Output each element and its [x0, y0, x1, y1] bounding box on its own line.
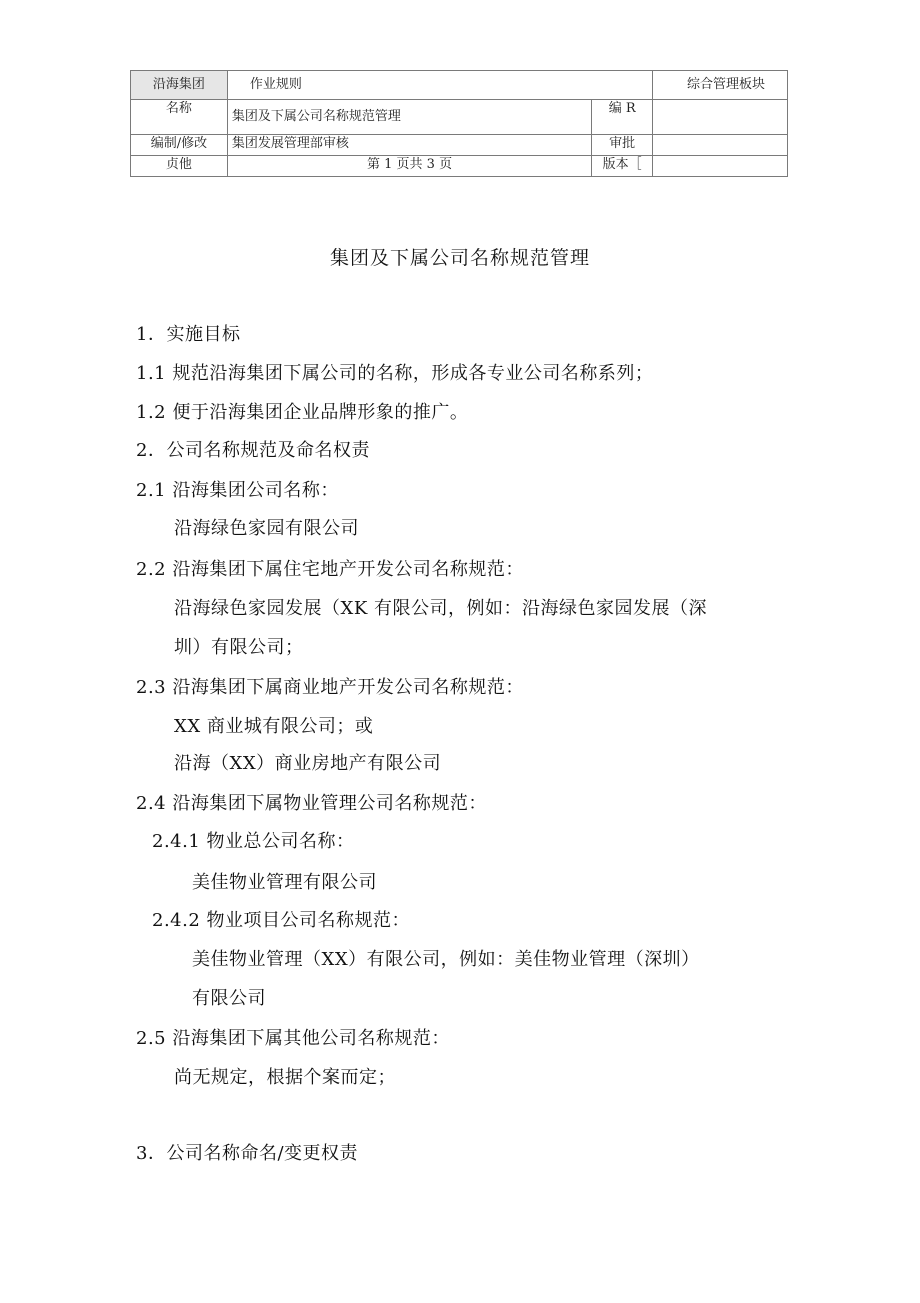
document-header-table — [130, 70, 788, 177]
item-2-4-2-body-line1: 美佳物业管理（XX）有限公司，例如：美佳物业管理（深圳） — [192, 949, 700, 970]
item-2-5-body: 尚无规定，根据个案而定； — [174, 1067, 396, 1088]
header-approve-label: 审批 — [592, 135, 653, 156]
header-page-label: 贞他 — [131, 156, 228, 177]
section-3-heading: 3．公司名称命名/变更权责 — [136, 1143, 359, 1164]
header-version-value — [653, 156, 788, 177]
item-2-3-body-line1: XX 商业城有限公司；或 — [174, 716, 374, 737]
item-2-2-body-line1: 沿海绿色家园发展（XK 有限公司，例如：沿海绿色家园发展（深 — [174, 598, 707, 619]
item-2-4-2-body-line2: 有限公司 — [192, 988, 266, 1009]
header-edit-value: 集团发展管理部审核 — [227, 135, 591, 156]
header-approve-value — [653, 135, 788, 156]
item-2-3-body-line2: 沿海（XX）商业房地产有限公司 — [174, 753, 442, 774]
section-1-heading: 1．实施目标 — [136, 324, 241, 345]
header-edit-label: 编制/修改 — [131, 135, 228, 156]
section-2-heading: 2．公司名称规范及命名权责 — [136, 440, 370, 461]
header-code-value — [653, 100, 788, 135]
item-2-3: 2.3 沿海集团下属商业地产开发公司名称规范： — [136, 677, 524, 698]
item-2-4: 2.4 沿海集团下属物业管理公司名称规范： — [136, 793, 487, 814]
header-code-label: 编 R — [592, 100, 653, 135]
item-2-5: 2.5 沿海集团下属其他公司名称规范： — [136, 1028, 450, 1049]
item-2-4-2: 2.4.2 物业项目公司名称规范： — [152, 910, 411, 931]
header-page-value: 第 1 页共 3 页 — [227, 156, 591, 177]
header-name-value: 集团及下属公司名称规范管理 — [227, 100, 591, 135]
header-version-label: 版本［ — [592, 156, 653, 177]
item-2-1: 2.1 沿海集团公司名称： — [136, 480, 339, 501]
item-1-2: 1.2 便于沿海集团企业品牌形象的推广。 — [136, 402, 469, 423]
item-2-2: 2.2 沿海集团下属住宅地产开发公司名称规范： — [136, 559, 524, 580]
header-doc-type: 作业规则 — [227, 71, 652, 100]
header-name-label: 名称 — [131, 100, 228, 135]
item-2-4-1: 2.4.1 物业总公司名称： — [152, 831, 355, 852]
item-1-1: 1.1 规范沿海集团下属公司的名称，形成各专业公司名称系列； — [136, 363, 654, 384]
header-module: 综合管理板块 — [653, 71, 788, 100]
header-company: 沿海集团 — [131, 71, 228, 100]
document-title: 集团及下属公司名称规范管理 — [329, 247, 590, 269]
item-2-1-body: 沿海绿色家园有限公司 — [174, 518, 359, 539]
item-2-2-body-line2: 圳）有限公司； — [174, 637, 304, 658]
item-2-4-1-body: 美佳物业管理有限公司 — [192, 872, 377, 893]
